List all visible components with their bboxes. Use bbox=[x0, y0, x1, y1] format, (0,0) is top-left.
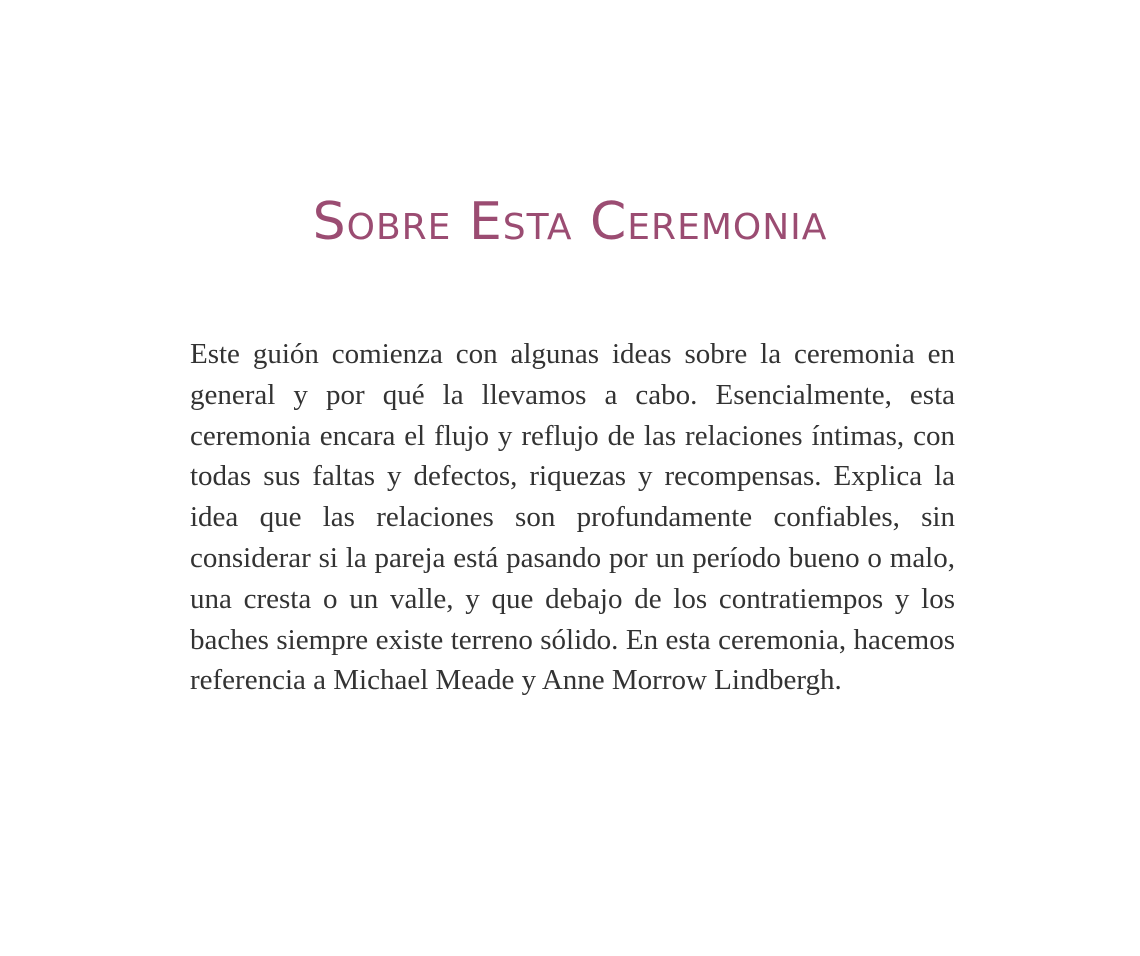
body-paragraph: Este guión comienza con algunas ideas sobre la ceremonia en general y por qué la llevamos a cabo. Esencialmente, esta ceremonia encara el flujo y reflujo de las relaciones íntimas, con todas sus faltas y defectos, riquezas y recompensas. Explica la idea que las relaciones son profundamente confiables, sin considerar si la pareja está pasando por un período bueno o malo, una cresta o un valle, y que debajo de los contratiempos y los baches siempre existe terreno sólido. En esta ceremonia, hacemos referencia a Michael Meade y Anne Morrow Lindbergh. bbox=[190, 338, 955, 697]
page-title: Sobre Esta Ceremonia bbox=[312, 192, 828, 252]
